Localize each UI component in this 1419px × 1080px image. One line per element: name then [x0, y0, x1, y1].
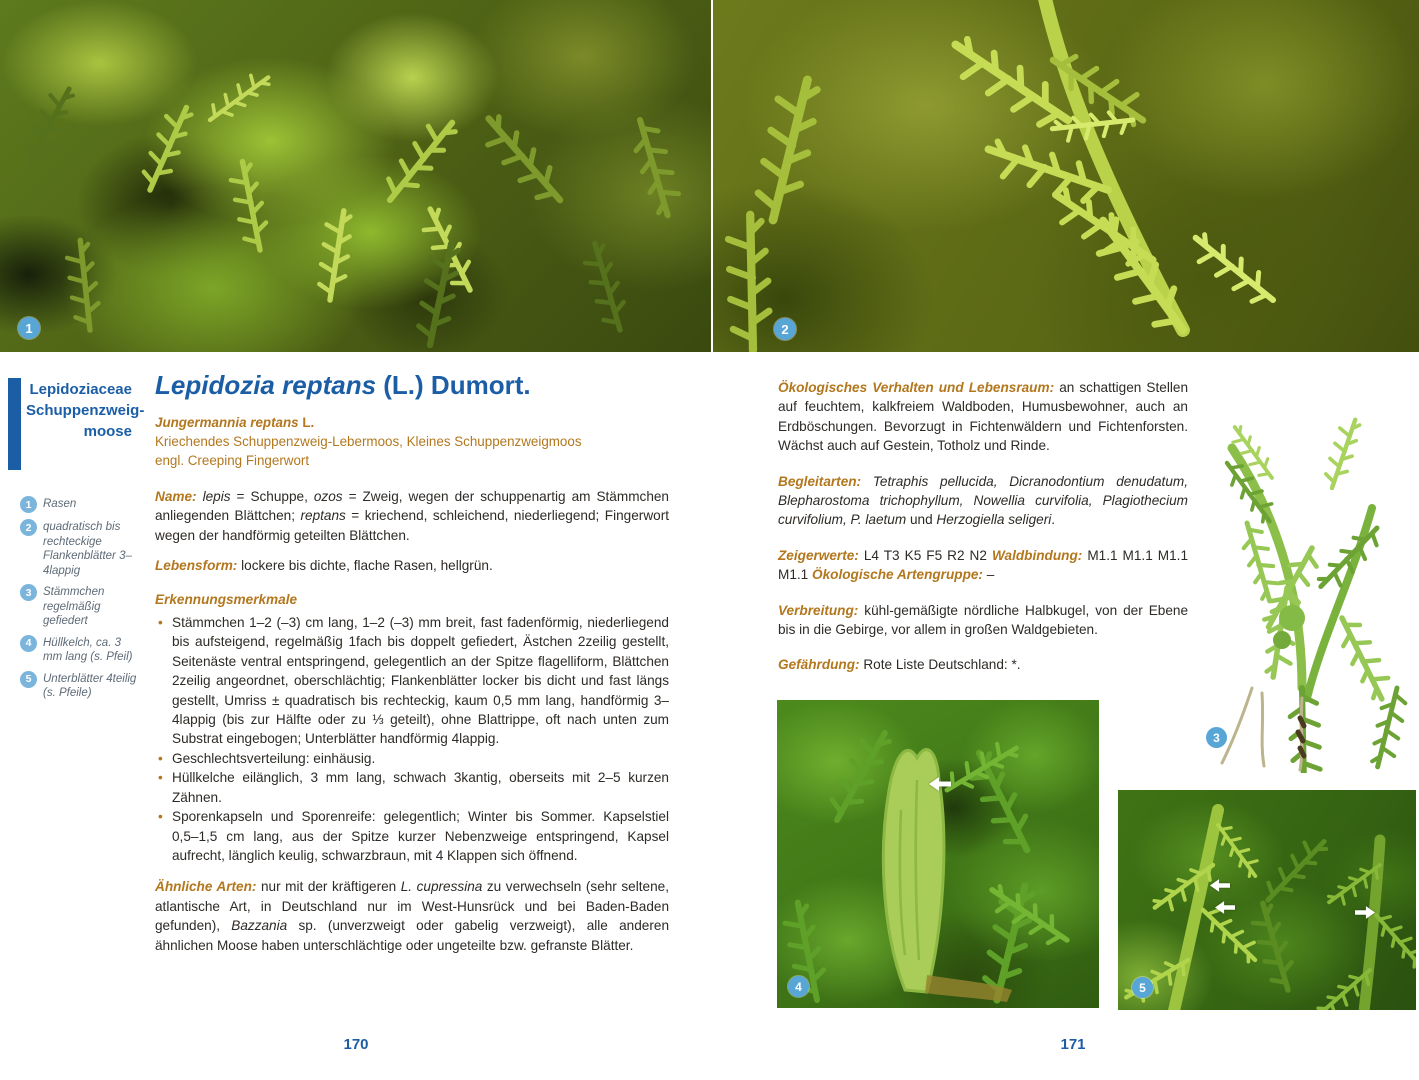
section-text: kühl-gemäßigte nördliche Halbkugel, von der Ebene bis in die Gebirge, vor allem in großen Waldgebieten. — [778, 602, 1189, 638]
species-author: (L.) Dumort. — [376, 370, 531, 400]
section-label: Begleitarten: — [778, 473, 862, 489]
species-article — [155, 370, 669, 966]
legend-number-badge: 5 — [20, 671, 37, 688]
ecology-column — [778, 378, 1188, 686]
photo3-number-badge: 3 — [1206, 727, 1227, 748]
legend-text: quadratisch bis rechteckige Flankenblätter 3–4lappig — [43, 521, 132, 577]
legend-text: Hüllkelch, ca. 3 mm lang (s. Pfeil) — [43, 636, 133, 663]
family-name — [26, 379, 145, 442]
merkmale-list — [155, 613, 669, 865]
specimen-illustration — [1192, 388, 1419, 773]
legend-item — [20, 496, 142, 513]
artengruppe-value: – — [986, 567, 995, 583]
merkmale-item: • Sporenkapseln und Sporenreife: gelegentlich; Winter bis Sommer. Kapselstiel 0,5–1,5 cm lang, aus der Spitze kurzer Nebenzweige entspringend, Kapsel aufrecht, länglich keulig, schwarzbraun, mit 4 Klappen sich öffnend. — [155, 807, 669, 865]
merkmale-heading: Erkennungsmerkmale — [155, 591, 298, 607]
legend-item — [20, 584, 142, 629]
legend-number-badge: 1 — [20, 496, 37, 513]
photo-shoots-closeup — [1118, 790, 1416, 1010]
photo2-number-badge: 2 — [774, 318, 796, 340]
section-label: Ökologisches Verhalten und Lebensraum: — [778, 380, 1055, 395]
shoot-illustration — [713, 0, 1419, 352]
merkmale-item: • Stämmchen 1–2 (–3) cm lang, 1–2 (–3) mm breit, fast fadenförmig, niederliegend bis aufsteigend, regelmäßig 1fach bis doppelt gefiedert, Ästchen 2zeilig gestellt, Seitenäste ventral entspringend, gelegentlich an der Spitze flagelliform, Blättchen 2zeilig angeordnet, oberschlächtig; Flankenblätter locker bis dicht und fast längs gestellt, Umriss ± quadratisch bis rechteckig, kaum 0,5 mm lang, handförmig 3–4lappig (bis zur Hälfte oder zu ⅓ geteilt), ohne Blattrippe, oft nach unten zum Substrat eingebogen; Unterblätter handförmig 4lappig. — [155, 613, 669, 749]
arrow-left-icon — [1210, 879, 1230, 892]
common-names-line: Kriechendes Schuppenzweig-Lebermoos, Kleines Schuppenzweigmoos — [155, 434, 582, 449]
section-label: Verbreitung: — [778, 602, 859, 618]
photo-legend — [20, 496, 142, 707]
merkmale-item: • Hüllkelche eilänglich, 3 mm lang, schwach 3kantig, oberseits mit 2–5 kurzen Zähnen. — [155, 768, 669, 807]
zeigerwerte-paragraph — [778, 546, 1188, 585]
waldbindung-values: M1.1 M1.1 M1.1 M1.1 — [778, 547, 1189, 583]
section-label: Ökologische Artengruppe: — [812, 567, 983, 583]
photo-moss-mat — [0, 0, 711, 352]
species-name: Lepidozia reptans — [155, 370, 377, 400]
legend-text: Rasen — [43, 498, 77, 510]
merkmale-item: • Geschlechtsverteilung: einhäusig. — [155, 749, 669, 768]
oekologie-paragraph — [778, 378, 1188, 456]
legend-number-badge: 3 — [20, 584, 37, 601]
legend-item — [20, 519, 142, 578]
family-german-line2: moose — [83, 423, 132, 440]
photo4-number-badge: 4 — [788, 976, 809, 997]
lebensform-paragraph — [155, 556, 669, 575]
section-label: Name: — [155, 489, 197, 504]
aehnliche-arten-paragraph — [155, 877, 669, 955]
section-label: Ähnliche Arten: — [155, 879, 257, 895]
photo-perianth-closeup — [777, 700, 1099, 1008]
page-number-left: 170 — [343, 1036, 369, 1053]
legend-number-badge: 2 — [20, 519, 37, 536]
legend-item — [20, 671, 142, 701]
family-color-bar — [8, 378, 21, 470]
section-text: Rote Liste Deutschland: *. — [863, 657, 1021, 673]
english-name-line: engl. Creeping Fingerwort — [155, 453, 310, 468]
page-number-right: 171 — [1060, 1036, 1086, 1053]
section-text: an schattigen Stellen auf feuchtem, kalkfreiem Waldboden, Humusbewohner, auch an Erdböschungen. Bevorzugt in Fichtenwäldern und Fichtenforsten. Wächst auch auf Gestein, Totholz und Rinde. — [778, 380, 1188, 454]
moss-mat-illustration — [0, 0, 711, 352]
section-label: Zeigerwerte: — [778, 547, 859, 563]
page-title — [155, 370, 669, 400]
synonyms-block — [155, 413, 669, 470]
photo5-number-badge: 5 — [1132, 977, 1153, 998]
section-text: Tetraphis pellucida, Dicranodontium denudatum, Blepharostoma trichophyllum, Nowellia curvifolia, Plagiothecium curvifolium, P. laetum und Herzogiella seligeri. — [778, 473, 1188, 528]
photo-divider — [711, 0, 713, 352]
verbreitung-paragraph — [778, 601, 1188, 640]
section-text: lepis = Schuppe, ozos = Zweig, wegen der schuppenartig am Stämmchen anliegenden Blättchen; reptans = kriechend, schleichend, niederliegend; Fingerwort wegen der handförmig geteilten Blättchen. — [155, 489, 670, 543]
arrow-right-icon — [1355, 906, 1375, 919]
legend-number-badge: 4 — [20, 635, 37, 652]
section-label: Gefährdung: — [778, 657, 860, 673]
synonym-line: Jungermannia reptans L. — [155, 415, 315, 430]
section-text: lockere bis dichte, flache Rasen, hellgrün. — [241, 558, 493, 574]
photo-specimen-cutout — [1192, 388, 1419, 773]
arrow-left-icon — [1215, 901, 1235, 914]
family-latin: Lepidoziaceae — [29, 381, 132, 398]
photo-shoot-closeup — [713, 0, 1419, 352]
arrow-left-icon — [929, 777, 951, 791]
gefaehrdung-paragraph — [778, 655, 1188, 674]
photo1-number-badge: 1 — [18, 317, 40, 339]
section-label: Lebensform: — [155, 558, 238, 574]
section-label: Waldbindung: — [991, 547, 1083, 563]
section-text: nur mit der kräftigeren L. cupressina zu verwechseln (sehr seltene, atlantische Art, in Deutschland nur im West-Hunsrück und bei Baden-Baden gefunden), Bazzania sp. (unverzweigt oder gabelig verzweigt), alle anderen ähnlichen Moose haben unterschlächtige oder ungeteilte bzw. gefranste Blätter. — [155, 879, 670, 953]
perianth-illustration — [777, 700, 1099, 1008]
legend-item — [20, 635, 142, 665]
family-german-line1: Schuppenzweig- — [26, 402, 145, 419]
legend-text: Unterblätter 4teilig (s. Pfeile) — [43, 672, 137, 699]
name-paragraph — [155, 487, 669, 545]
zeigerwerte-values: L4 T3 K5 F5 R2 N2 — [863, 547, 987, 563]
begleitarten-paragraph — [778, 472, 1188, 530]
shoots-illustration — [1118, 790, 1416, 1010]
legend-text: Stämmchen regelmäßig gefiedert — [43, 586, 105, 627]
